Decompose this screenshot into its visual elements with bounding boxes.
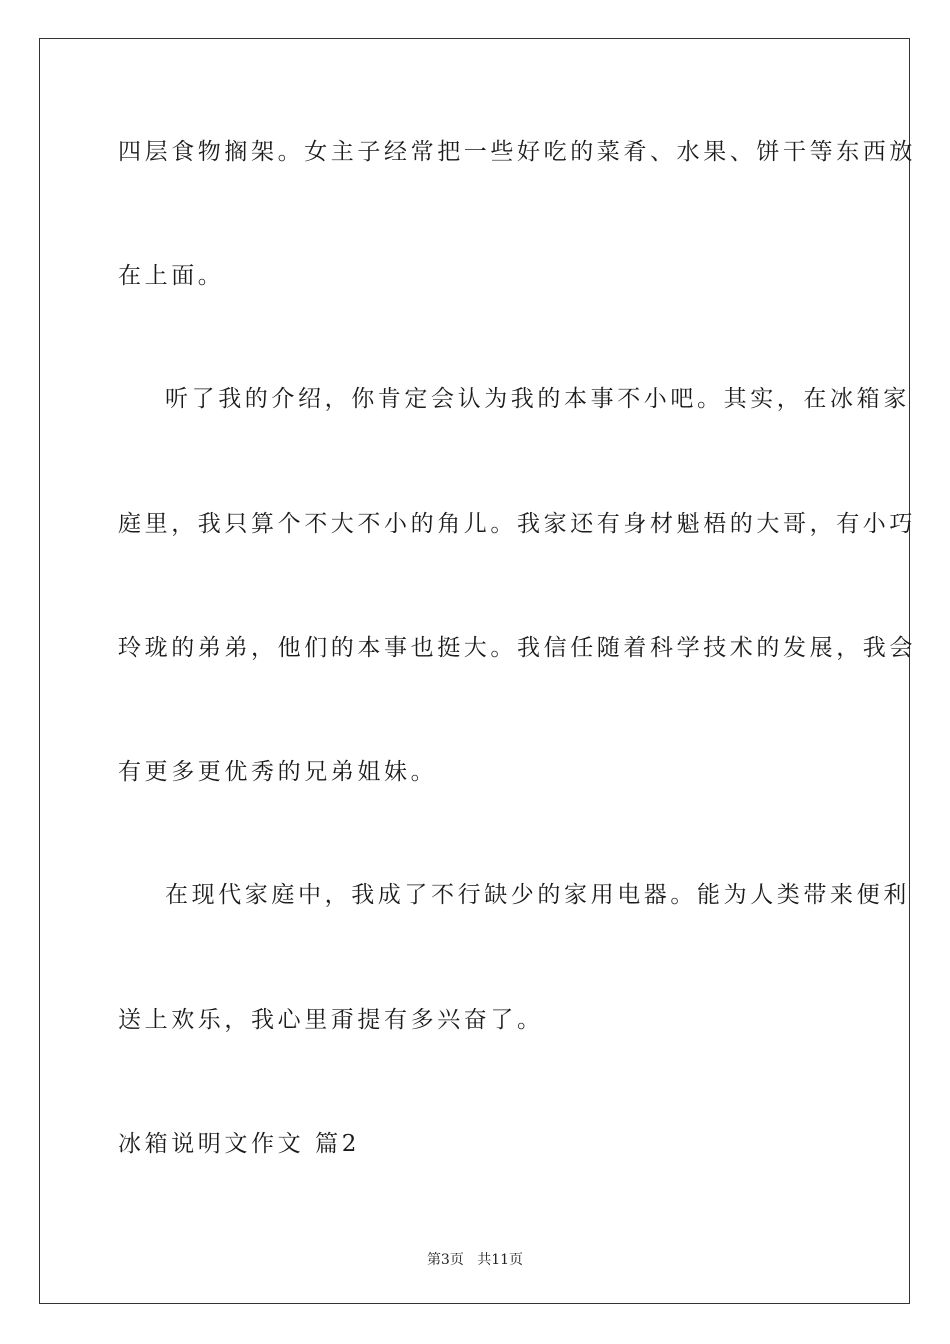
page-number: 第3页 bbox=[426, 1252, 464, 1268]
paragraph-line-3: 听了我的介绍，你肯定会认为我的本事不小吧。其实，在冰箱家 bbox=[165, 386, 910, 412]
page-frame bbox=[39, 38, 910, 1304]
page-total: 共11页 bbox=[477, 1252, 524, 1268]
paragraph-line-2: 在上面。 bbox=[118, 263, 225, 289]
paragraph-line-6: 有更多更优秀的兄弟姐妹。 bbox=[118, 759, 438, 785]
paragraph-line-4: 庭里，我只算个不大不小的角儿。我家还有身材魁梧的大哥，有小巧 bbox=[118, 511, 916, 537]
paragraph-line-1: 四层食物搁架。女主子经常把一些好吃的菜肴、水果、饼干等东西放 bbox=[118, 139, 916, 165]
page-footer bbox=[0, 1249, 950, 1269]
paragraph-line-7: 在现代家庭中，我成了不行缺少的家用电器。能为人类带来便利 bbox=[165, 882, 910, 908]
section-heading: 冰箱说明文作文 篇2 bbox=[118, 1131, 360, 1157]
paragraph-line-8: 送上欢乐，我心里甭提有多兴奋了。 bbox=[118, 1007, 544, 1033]
paragraph-line-5: 玲珑的弟弟，他们的本事也挺大。我信任随着科学技术的发展，我会 bbox=[118, 635, 916, 661]
